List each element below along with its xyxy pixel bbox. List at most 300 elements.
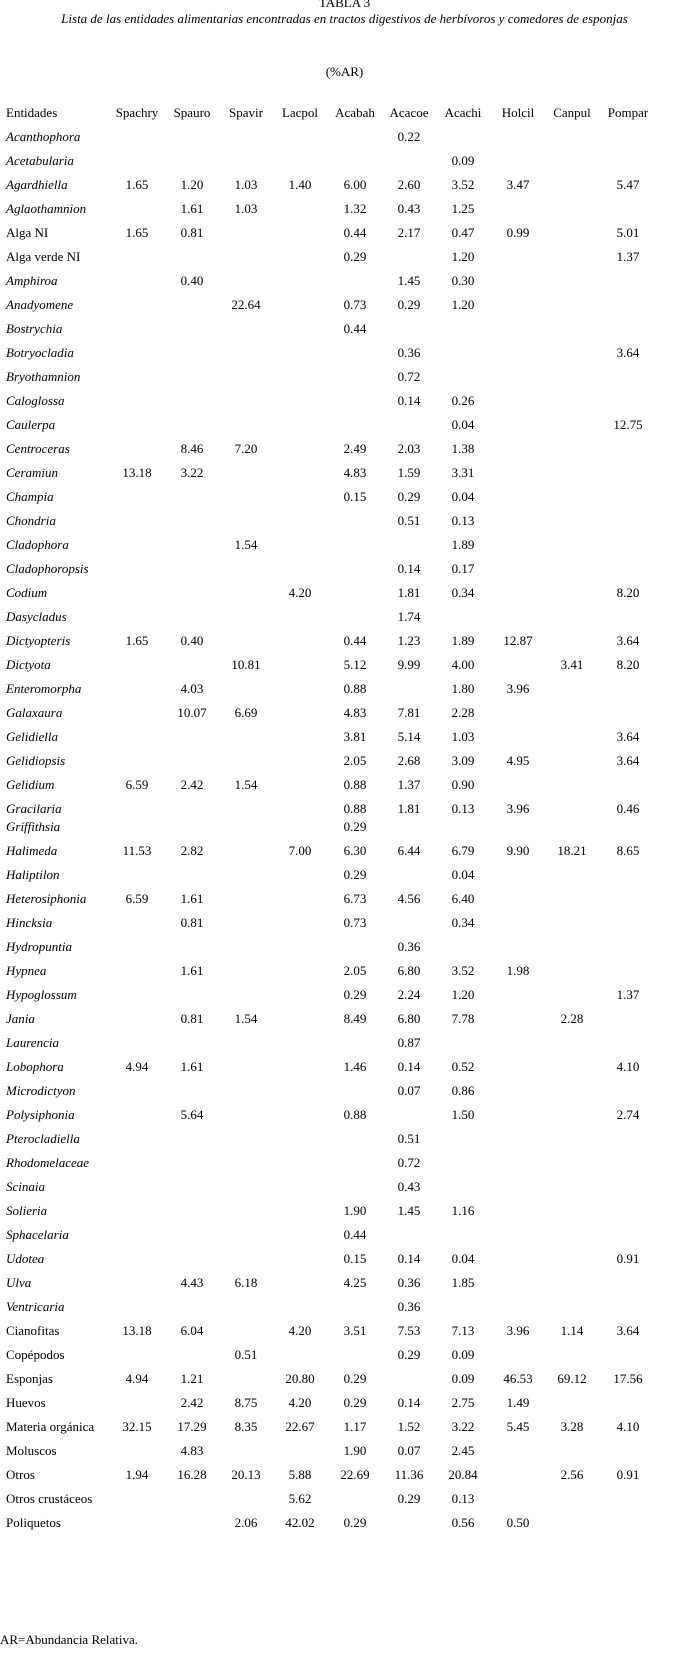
table-header — [0, 104, 689, 124]
table-cell: 1.03 — [451, 729, 475, 744]
table-cell: 9.90 — [506, 843, 530, 858]
column-header-acabah: Acabah — [335, 105, 375, 120]
table-cell: 6.73 — [343, 891, 367, 906]
table-cell: 6.30 — [343, 843, 367, 858]
table-row — [0, 584, 689, 602]
table-cell: 1.20 — [451, 987, 475, 1002]
table-row — [0, 704, 689, 722]
table-cell: 4.83 — [343, 465, 367, 480]
row-label: Botryocladia — [6, 345, 74, 360]
table-row — [0, 1130, 689, 1148]
table-subtitle: Lista de las entidades alimentarias encontradas en tractos digestivos de herbívoros y comedores de esponjas — [61, 11, 628, 26]
table-cell: 3.31 — [451, 465, 475, 480]
table-title: TABLA 3 — [318, 0, 371, 10]
table-cell: 0.29 — [343, 867, 367, 882]
row-label: Gelidiella — [6, 729, 58, 744]
row-label: Solieria — [6, 1203, 48, 1218]
table-cell: 5.45 — [506, 1419, 530, 1434]
table-cell: 0.88 — [343, 1107, 367, 1122]
table-cell: 1.81 — [397, 585, 421, 600]
table-row — [0, 440, 689, 458]
row-label: Dasycladus — [6, 609, 67, 624]
row-label: Aglaothamnion — [6, 201, 87, 216]
table-cell: 11.53 — [122, 843, 152, 858]
table-cell: 1.52 — [397, 1419, 421, 1434]
row-label: Scinaia — [6, 1179, 45, 1194]
table-cell: 2.28 — [451, 705, 475, 720]
table-cell: 3.41 — [560, 657, 584, 672]
table-cell: 0.99 — [506, 225, 530, 240]
table-row — [0, 272, 689, 290]
table-cell: 3.47 — [506, 177, 530, 192]
table-cell: 7.20 — [234, 441, 258, 456]
row-label: Hincksia — [6, 915, 53, 930]
table-cell: 0.47 — [451, 225, 475, 240]
row-label: Cianofitas — [6, 1323, 60, 1338]
table-cell: 3.64 — [616, 729, 640, 744]
table-cell: 12.87 — [503, 633, 533, 648]
table-cell: 0.90 — [451, 777, 475, 792]
table-cell: 3.52 — [451, 177, 475, 192]
table-cell: 42.02 — [285, 1515, 315, 1530]
table-row — [0, 800, 689, 818]
table-cell: 0.36 — [397, 1299, 421, 1314]
table-cell: 6.59 — [125, 891, 149, 906]
table-cell: 0.40 — [180, 273, 204, 288]
table-cell: 20.13 — [231, 1467, 261, 1482]
table-cell: 0.56 — [451, 1515, 475, 1530]
table-cell: 3.96 — [506, 801, 530, 816]
row-label: Moluscos — [6, 1443, 57, 1458]
row-label: Otros crustáceos — [6, 1491, 93, 1506]
table-cell: 8.65 — [616, 843, 640, 858]
table-cell: 11.36 — [394, 1467, 424, 1482]
table-cell: 0.22 — [397, 129, 421, 144]
table-cell: 1.16 — [451, 1203, 475, 1218]
table-cell: 0.29 — [397, 489, 421, 504]
table-row — [0, 1010, 689, 1028]
table-row — [0, 200, 689, 218]
table-row — [0, 752, 689, 770]
table-cell: 0.09 — [451, 1371, 475, 1386]
table-row — [0, 890, 689, 908]
row-label: Haliptilon — [6, 867, 60, 882]
row-label: Alga verde NI — [6, 249, 81, 264]
table-cell: 6.00 — [343, 177, 367, 192]
table-cell: 1.37 — [397, 777, 421, 792]
table-cell: 2.06 — [234, 1515, 258, 1530]
table-cell: 0.44 — [343, 321, 367, 336]
table-cell: 3.52 — [451, 963, 475, 978]
table-cell: 0.88 — [343, 681, 367, 696]
row-label: Enteromorpha — [6, 681, 82, 696]
row-label: Griffithsia — [6, 819, 61, 834]
table-cell: 0.73 — [343, 915, 367, 930]
table-row — [0, 1106, 689, 1124]
table-cell: 2.17 — [397, 225, 421, 240]
table-cell: 6.69 — [234, 705, 258, 720]
table-cell: 1.59 — [397, 465, 421, 480]
table-cell: 0.13 — [451, 1491, 475, 1506]
table-cell: 1.38 — [451, 441, 475, 456]
table-cell: 0.44 — [343, 225, 367, 240]
table-cell: 4.94 — [125, 1059, 149, 1074]
table-cell: 1.54 — [234, 1011, 258, 1026]
table-cell: 0.52 — [451, 1059, 475, 1074]
table-cell: 0.29 — [343, 249, 367, 264]
table-cell: 2.60 — [397, 177, 421, 192]
table-cell: 1.40 — [288, 177, 312, 192]
table-cell: 0.14 — [397, 393, 421, 408]
table-cell: 7.78 — [451, 1011, 475, 1026]
row-label: Ulva — [6, 1275, 32, 1290]
row-label: Dictyopteris — [6, 633, 71, 648]
table-cell: 13.18 — [122, 1323, 152, 1338]
table-cell: 2.28 — [560, 1011, 584, 1026]
table-cell: 0.81 — [180, 225, 204, 240]
table-cell: 7.53 — [397, 1323, 421, 1338]
table-row — [0, 1034, 689, 1052]
row-label: Jania — [6, 1011, 35, 1026]
row-label: Ventricaria — [6, 1299, 65, 1314]
table-row — [0, 152, 689, 170]
table-cell: 3.64 — [616, 633, 640, 648]
table-row — [0, 938, 689, 956]
table-cell: 8.20 — [616, 585, 640, 600]
table-cell: 1.90 — [343, 1443, 367, 1458]
table-cell: 7.81 — [397, 705, 421, 720]
table-unit: (%AR) — [325, 64, 364, 79]
row-label: Otros — [6, 1467, 35, 1482]
table-row — [0, 608, 689, 626]
table-cell: 6.40 — [451, 891, 475, 906]
table-cell: 0.13 — [451, 513, 475, 528]
row-label: Champia — [6, 489, 54, 504]
table-cell: 3.22 — [451, 1419, 475, 1434]
table-row — [0, 536, 689, 554]
table-row — [0, 1418, 689, 1436]
row-label: Poliquetos — [6, 1515, 61, 1530]
table-cell: 3.22 — [180, 465, 204, 480]
table-cell: 4.03 — [180, 681, 204, 696]
table-row — [0, 1202, 689, 1220]
row-label: Hypoglossum — [6, 987, 77, 1002]
table-cell: 0.29 — [343, 987, 367, 1002]
row-label: Centroceras — [6, 441, 70, 456]
table-cell: 0.09 — [451, 153, 475, 168]
table-cell: 6.79 — [451, 843, 475, 858]
table-cell: 9.99 — [397, 657, 421, 672]
table-cell: 0.29 — [343, 1395, 367, 1410]
table-cell: 0.07 — [397, 1443, 421, 1458]
table-cell: 0.72 — [397, 369, 421, 384]
table-cell: 1.80 — [451, 681, 475, 696]
table-cell: 0.51 — [397, 513, 421, 528]
table-cell: 1.65 — [125, 225, 149, 240]
table-row — [0, 842, 689, 860]
table-cell: 0.09 — [451, 1347, 475, 1362]
table-cell: 46.53 — [503, 1371, 533, 1386]
row-label: Copépodos — [6, 1347, 65, 1362]
table-cell: 0.29 — [343, 819, 367, 834]
table-cell: 4.20 — [288, 1323, 312, 1338]
table-cell: 0.04 — [451, 489, 475, 504]
table-cell: 3.81 — [343, 729, 367, 744]
table-cell: 22.64 — [231, 297, 261, 312]
table-row — [0, 1058, 689, 1076]
row-label: Cladophora — [6, 537, 69, 552]
table-row — [0, 680, 689, 698]
table-cell: 8.75 — [234, 1395, 258, 1410]
table-cell: 3.51 — [343, 1323, 367, 1338]
table-row — [0, 1346, 689, 1364]
table-cell: 2.45 — [451, 1443, 475, 1458]
table-cell: 0.51 — [234, 1347, 258, 1362]
footnote: AR=Abundancia Relativa. — [0, 1632, 139, 1647]
table-cell: 5.47 — [616, 177, 640, 192]
table-cell: 10.81 — [231, 657, 261, 672]
column-header-lacpol: Lacpol — [281, 105, 319, 120]
table-cell: 0.30 — [451, 273, 475, 288]
row-label: Materia orgánica — [6, 1419, 95, 1434]
column-header-spauro: Spauro — [173, 105, 211, 120]
table-cell: 4.25 — [343, 1275, 367, 1290]
row-label: Bryothamnion — [6, 369, 81, 384]
row-label: Lobophora — [6, 1059, 64, 1074]
table-cell: 1.45 — [397, 1203, 421, 1218]
table-row — [0, 1514, 689, 1532]
table-cell: 4.56 — [397, 891, 421, 906]
table-cell: 2.49 — [343, 441, 367, 456]
table-row — [0, 818, 689, 836]
table-cell: 3.09 — [451, 753, 475, 768]
table-row — [0, 128, 689, 146]
table-cell: 0.81 — [180, 915, 204, 930]
table-cell: 3.64 — [616, 1323, 640, 1338]
column-header-acacoe: Acacoe — [389, 105, 429, 120]
row-label: Microdictyon — [6, 1083, 76, 1098]
table-cell: 16.28 — [177, 1467, 207, 1482]
table-cell: 10.07 — [177, 705, 207, 720]
table-cell: 0.43 — [397, 201, 421, 216]
table-cell: 2.05 — [343, 753, 367, 768]
table-cell: 1.65 — [125, 633, 149, 648]
row-label: Cladophoropsis — [6, 561, 89, 576]
table-cell: 0.73 — [343, 297, 367, 312]
table-cell: 1.20 — [180, 177, 204, 192]
table-cell: 0.91 — [616, 1467, 640, 1482]
table-cell: 5.14 — [397, 729, 421, 744]
table-cell: 0.29 — [397, 1491, 421, 1506]
table-cell: 3.28 — [560, 1419, 584, 1434]
row-label: Anadyomene — [6, 297, 74, 312]
column-header-spavir: Spavir — [229, 105, 263, 120]
row-label: Udotea — [6, 1251, 45, 1266]
table-cell: 5.62 — [288, 1491, 312, 1506]
table-cell: 2.03 — [397, 441, 421, 456]
row-label: Bostrychia — [6, 321, 63, 336]
table-cell: 1.23 — [397, 633, 421, 648]
table-cell: 1.54 — [234, 777, 258, 792]
table-row — [0, 1250, 689, 1268]
table-cell: 13.18 — [122, 465, 152, 480]
table-cell: 1.89 — [451, 633, 475, 648]
table-cell: 0.36 — [397, 1275, 421, 1290]
table-cell: 1.46 — [343, 1059, 367, 1074]
table-cell: 0.14 — [397, 561, 421, 576]
table-cell: 1.20 — [451, 249, 475, 264]
row-label: Laurencia — [6, 1035, 59, 1050]
row-label: Rhodomelaceae — [6, 1155, 90, 1170]
row-label: Polysiphonia — [6, 1107, 75, 1122]
table-cell: 0.14 — [397, 1059, 421, 1074]
table-cell: 0.26 — [451, 393, 475, 408]
row-label: Acanthophora — [6, 129, 81, 144]
row-label: Galaxaura — [6, 705, 63, 720]
table-cell: 0.29 — [397, 1347, 421, 1362]
table-row — [0, 1298, 689, 1316]
table-cell: 2.42 — [180, 777, 204, 792]
table-cell: 2.74 — [616, 1107, 640, 1122]
table-cell: 69.12 — [557, 1371, 587, 1386]
row-label: Heterosiphonia — [6, 891, 87, 906]
table-row — [0, 1274, 689, 1292]
table-cell: 5.01 — [616, 225, 640, 240]
row-label: Gracilaria — [6, 801, 62, 816]
table-cell: 4.20 — [288, 585, 312, 600]
table-row — [0, 344, 689, 362]
table-row — [0, 224, 689, 242]
table-cell: 1.61 — [180, 963, 204, 978]
table-cell: 12.75 — [613, 417, 643, 432]
table-row — [0, 914, 689, 932]
table-cell: 22.67 — [285, 1419, 315, 1434]
table-cell: 1.61 — [180, 1059, 204, 1074]
table-cell: 0.15 — [343, 489, 367, 504]
table-cell: 1.94 — [125, 1467, 149, 1482]
table-cell: 0.86 — [451, 1083, 475, 1098]
table-cell: 2.42 — [180, 1395, 204, 1410]
table-cell: 1.03 — [234, 177, 258, 192]
table-cell: 0.29 — [397, 297, 421, 312]
table-row — [0, 488, 689, 506]
table-cell: 1.45 — [397, 273, 421, 288]
table-cell: 0.14 — [397, 1251, 421, 1266]
table-cell: 1.32 — [343, 201, 367, 216]
table-row — [0, 776, 689, 794]
table-cell: 1.89 — [451, 537, 475, 552]
table-cell: 22.69 — [340, 1467, 370, 1482]
table-cell: 4.43 — [180, 1275, 204, 1290]
table-row — [0, 962, 689, 980]
table-cell: 1.37 — [616, 987, 640, 1002]
table-row — [0, 320, 689, 338]
table-cell: 1.14 — [560, 1323, 584, 1338]
table-cell: 17.56 — [613, 1371, 643, 1386]
table-cell: 2.75 — [451, 1395, 475, 1410]
table-cell: 20.80 — [285, 1371, 315, 1386]
table-cell: 1.98 — [506, 963, 530, 978]
table-cell: 0.88 — [343, 777, 367, 792]
table-cell: 0.17 — [451, 561, 475, 576]
table-cell: 0.34 — [451, 585, 475, 600]
table-cell: 7.13 — [451, 1323, 475, 1338]
table-row — [0, 392, 689, 410]
table-cell: 1.65 — [125, 177, 149, 192]
table-row — [0, 416, 689, 434]
table-cell: 4.95 — [506, 753, 530, 768]
table-row — [0, 248, 689, 266]
table-cell: 1.25 — [451, 201, 475, 216]
table-row — [0, 866, 689, 884]
table-cell: 0.50 — [506, 1515, 530, 1530]
row-label: Gelidium — [6, 777, 55, 792]
table-cell: 3.64 — [616, 345, 640, 360]
table-cell: 4.83 — [180, 1443, 204, 1458]
column-header-entidades: Entidades — [6, 105, 58, 120]
table-row — [0, 632, 689, 650]
table-cell: 6.04 — [180, 1323, 204, 1338]
table-row — [0, 1178, 689, 1196]
table-cell: 1.50 — [451, 1107, 475, 1122]
table-cell: 17.29 — [177, 1419, 207, 1434]
table-cell: 8.35 — [234, 1419, 258, 1434]
row-label: Gelidiopsis — [6, 753, 66, 768]
table-cell: 0.43 — [397, 1179, 421, 1194]
table-row — [0, 296, 689, 314]
table-cell: 18.21 — [557, 843, 587, 858]
table-cell: 0.14 — [397, 1395, 421, 1410]
table-row — [0, 560, 689, 578]
table-cell: 1.20 — [451, 297, 475, 312]
table-cell: 6.18 — [234, 1275, 258, 1290]
table-cell: 0.15 — [343, 1251, 367, 1266]
table-cell: 4.00 — [451, 657, 475, 672]
table-row — [0, 728, 689, 746]
table-cell: 8.49 — [343, 1011, 367, 1026]
table-row — [0, 1394, 689, 1412]
table-cell: 0.34 — [451, 915, 475, 930]
row-label: Halimeda — [6, 843, 58, 858]
row-label: Dictyota — [6, 657, 51, 672]
row-label: Ceramiun — [6, 465, 58, 480]
table-row — [0, 1466, 689, 1484]
table-cell: 1.85 — [451, 1275, 475, 1290]
row-label: Pterocladiella — [6, 1131, 80, 1146]
table-cell: 2.56 — [560, 1467, 584, 1482]
row-label: Hypnea — [6, 963, 47, 978]
table-cell: 5.12 — [343, 657, 367, 672]
table-cell: 0.04 — [451, 417, 475, 432]
table-cell: 0.29 — [343, 1371, 367, 1386]
row-label: Caloglossa — [6, 393, 65, 408]
table-cell: 8.46 — [180, 441, 204, 456]
table-row — [0, 986, 689, 1004]
table-row — [0, 1154, 689, 1172]
table-cell: 2.68 — [397, 753, 421, 768]
table-row — [0, 656, 689, 674]
table-cell: 2.05 — [343, 963, 367, 978]
column-header-spachry: Spachry — [115, 105, 159, 120]
table-cell: 5.64 — [180, 1107, 204, 1122]
table-row — [0, 368, 689, 386]
table-cell: 4.10 — [616, 1059, 640, 1074]
row-label: Sphacelaria — [6, 1227, 69, 1242]
table-cell: 1.90 — [343, 1203, 367, 1218]
table-cell: 3.64 — [616, 753, 640, 768]
table-cell: 0.51 — [397, 1131, 421, 1146]
row-label: Acetabularia — [6, 153, 74, 168]
